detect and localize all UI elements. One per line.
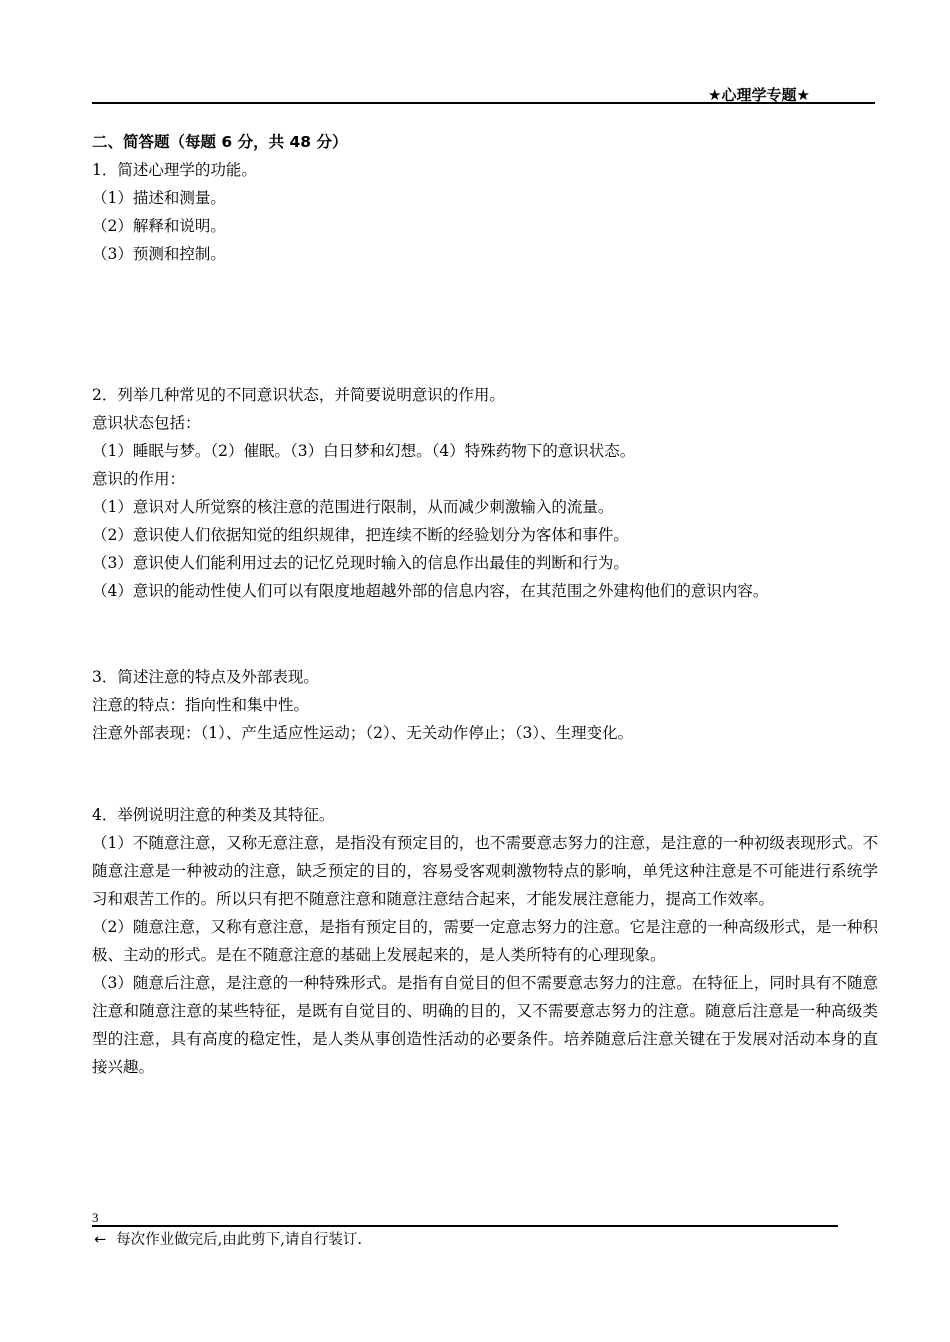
- role-item: （2）意识使人们依据知觉的组织规律，把连续不断的经验划分为客体和事件。: [92, 526, 629, 544]
- role-item: （1）意识对人所觉察的核注意的范围进行限制，从而减少刺激输入的流量。: [92, 498, 614, 516]
- cut-line: [92, 1225, 838, 1227]
- spacer: [92, 747, 878, 801]
- header-rule: [92, 102, 875, 104]
- question-3-text: 3．简述注意的特点及外部表现。: [92, 668, 319, 686]
- question-2: [92, 381, 878, 605]
- page-number: 3: [92, 1210, 99, 1225]
- spacer: [92, 268, 878, 381]
- document-body: [92, 128, 878, 1081]
- question-3: [92, 663, 878, 747]
- role-item: （3）意识使人们能利用过去的记忆兑现时输入的信息作出最佳的判断和行为。: [92, 554, 629, 572]
- role-item: （4）意识的能动性使人们可以有限度地超越外部的信息内容，在其范围之外建构他们的意识内容。: [92, 582, 769, 600]
- question-2-text: 2．列举几种常见的不同意识状态，并简要说明意识的作用。: [92, 386, 505, 404]
- question-4-text: 4．举例说明注意的种类及其特征。: [92, 806, 335, 824]
- section-heading: 二、简答题（每题 6 分，共 48 分）: [92, 133, 348, 151]
- header-title: ★心理学专题★: [708, 86, 810, 104]
- manifestations-line: 注意外部表现：（1）、产生适应性运动；（2）、无关动作停止；（3）、生理变化。: [92, 724, 634, 742]
- answer-line: （2）解释和说明。: [92, 217, 226, 235]
- question-1: [92, 156, 878, 268]
- role-label: 意识的作用：: [92, 470, 186, 488]
- answer-line: （3）预测和控制。: [92, 245, 226, 263]
- spacer: [92, 605, 878, 663]
- states-label: 意识状态包括：: [92, 414, 201, 432]
- footer-note: [94, 1228, 362, 1249]
- answer-paragraph: （3）随意后注意，是注意的一种特殊形式。是指有自觉目的但不需要意志努力的注意。在特征上，同时具有不随意注意和随意注意的某些特征，是既有自觉目的、明确的目的，又不需要意志努力的注意。随意后注意是一种高级类型的注意，具有高度的稳定性，是人类从事创造性活动的必要条件。培养随意后注意关键在于发展对活动本身的直接兴趣。: [92, 974, 878, 1076]
- question-4: [92, 801, 878, 1081]
- question-1-text: 1．简述心理学的功能。: [92, 161, 257, 179]
- arrow-left-icon: ←: [94, 1232, 107, 1248]
- answer-paragraph: （1）不随意注意，又称无意注意，是指没有预定目的，也不需要意志努力的注意，是注意的一种初级表现形式。不随意注意是一种被动的注意，缺乏预定的目的，容易受客观刺激物特点的影响，单凭这种注意是不可能进行系统学习和艰苦工作的。所以只有把不随意注意和随意注意结合起来，才能发展注意能力，提高工作效率。: [92, 834, 878, 908]
- answer-paragraph: （2）随意注意，又称有意注意，是指有预定目的，需要一定意志努力的注意。它是注意的一种高级形式，是一种积极、主动的形式。是在不随意注意的基础上发展起来的，是人类所特有的心理现象。: [92, 918, 878, 964]
- features-line: 注意的特点：指向性和集中性。: [92, 696, 310, 714]
- states-list: （1）睡眠与梦。（2）催眠。（3）白日梦和幻想。（4）特殊药物下的意识状态。: [92, 442, 636, 460]
- answer-line: （1）描述和测量。: [92, 189, 226, 207]
- footer-note-text: 每次作业做完后,由此剪下,请自行装订.: [116, 1232, 362, 1248]
